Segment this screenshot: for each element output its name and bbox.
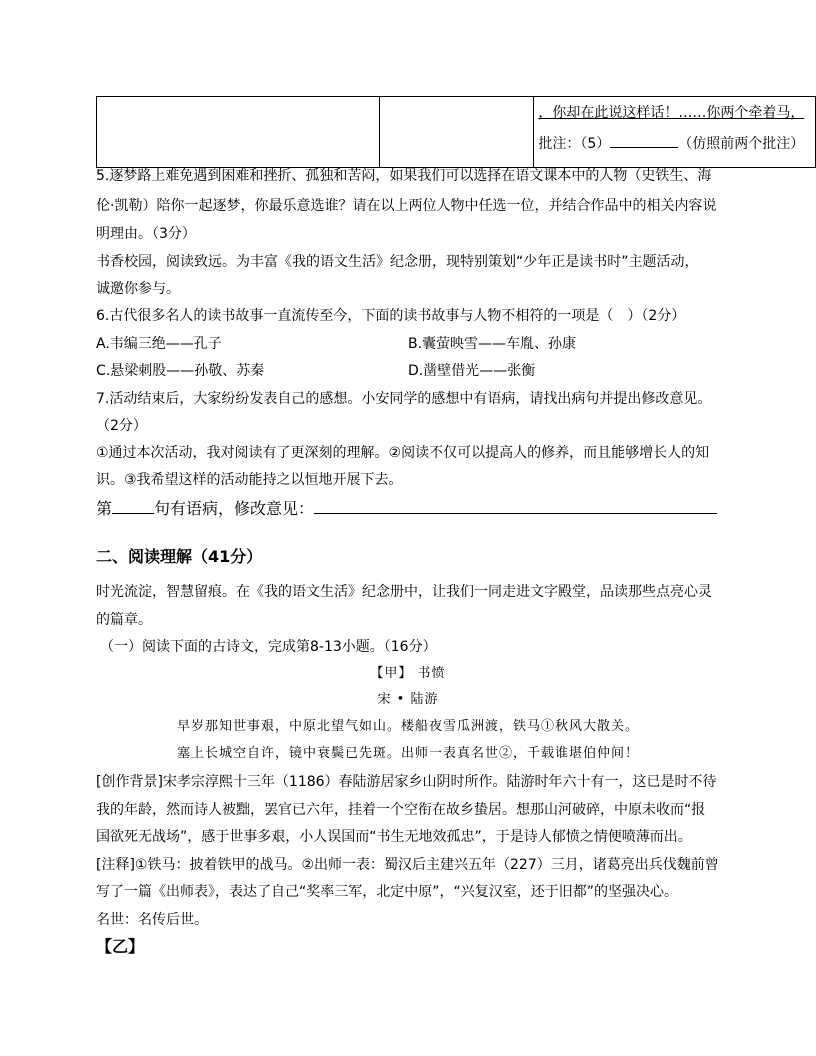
q6-option-a: A.韦编三绝——孔子: [96, 336, 222, 352]
annotation-blank[interactable]: [610, 133, 678, 148]
sentence-number-blank[interactable]: [112, 497, 154, 514]
revision-blank[interactable]: [314, 497, 717, 514]
notes-line3: 名世：名传后世。: [96, 912, 208, 928]
table-row: [97, 97, 816, 168]
annotation-table: [96, 96, 816, 168]
q6-stem: 6.古代很多名人的读书故事一直流传至今，下面的读书故事与人物不相符的一项是（ ）（2分）: [96, 308, 686, 324]
answer-prefix: 第: [96, 499, 113, 518]
notes-line2: 写了一篇《出师表》，表达了自己“奖率三军，北定中原”，“兴复汉室，还于旧都”的坚强决心。: [96, 884, 679, 900]
background-line1: [创作背景]宋孝宗淳熙十三年（1186）春陆游居家乡山阴时所作。陆游时年六十有一，这已是时不待: [96, 774, 717, 790]
table-cell-2: [379, 97, 534, 168]
background-line3: 国欲死无战场”，感于世事多艰，小人误国而“书生无地效孤忠”，于是诗人郁愤之情便喷薄而出。: [96, 829, 692, 845]
q7-answer-line: [96, 497, 717, 521]
background-line2: 我的年龄，然而诗人被黜，罢官已六年，挂着一个空衔在故乡蛰居。想那山河破碎，中原未收而“报: [96, 802, 706, 818]
q6-option-b: B.囊萤映雪——车胤、孙康: [408, 336, 577, 352]
section2-intro1: 时光流淀，智慧留痕。在《我的语文生活》纪念册中，让我们一同走进文字殿堂，品读那些点亮心灵: [96, 584, 712, 600]
q6-option-c: C.悬梁刺股——孙敬、苏秦: [96, 363, 265, 379]
annotation-prefix: 批注：（5）: [538, 136, 611, 152]
table-cell-3: [534, 97, 816, 168]
q5-line2: 伦·凯勒）陪你一起逐梦，你最乐意选谁？请在以上两位人物中任选一位，并结合作品中的相关内容说: [96, 198, 717, 214]
intro-line2: 诚邀你参与。: [96, 281, 180, 297]
q7-line4: 识。③我希望这样的活动能持之以恒地开展下去。: [96, 472, 403, 488]
annotation-suffix: （仿照前两个批注）: [678, 136, 805, 152]
q6-option-d: D.凿壁借光——张衡: [408, 363, 536, 379]
poem-author: 宋 • 陆游: [377, 692, 439, 707]
section2-intro2: 的篇章。: [96, 612, 152, 628]
notes-line1: [注释]①铁马：披着铁甲的战马。②出师一表：蜀汉后主建兴五年（227）三月，诸葛亮出兵伐魏前曾: [96, 857, 719, 873]
part1-heading: （一）阅读下面的古诗文，完成第8-13小题。（16分）: [100, 639, 437, 655]
intro-line1: 书香校园，阅读致远。为丰富《我的语文生活》纪念册，现特别策划“少年正是读书时”主题活动，: [96, 254, 699, 270]
poem-title: 【甲】 书愤: [370, 666, 446, 681]
answer-mid: 句有语病，修改意见：: [154, 499, 315, 518]
q7-line2: （2分）: [96, 418, 147, 434]
table-cell-annotation: [538, 133, 804, 154]
poem-line1: 早岁那知世事艰，中原北望气如山。楼船夜雪瓜洲渡，铁马①秋风大散关。: [176, 719, 639, 734]
q5-line1: 5.逐梦路上难免遇到困难和挫折、孤独和苦闷，如果我们可以选择在语文课本中的人物（史铁生、海: [96, 168, 712, 184]
q7-line1: 7.活动结束后，大家纷纷发表自己的感想。小安同学的感想中有语病，请找出病句并提出修改意见。: [96, 391, 712, 407]
table-cell-text: [538, 103, 804, 123]
part-yi-heading: 【乙】: [96, 937, 145, 956]
poem-line2: 塞上长城空自许，镜中衰鬓已先斑。出师一表真名世②，千载谁堪伯仲间！: [176, 746, 639, 761]
q7-line3: ①通过本次活动，我对阅读有了更深刻的理解。②阅读不仅可以提高人的修养，而且能够增长人的知: [96, 445, 710, 461]
section2-title: 二、阅读理解（41分）: [96, 547, 263, 566]
table-cell-1: [97, 97, 380, 168]
cell-text-line1: ，你却在此说这样话！……你两个牵着马，: [538, 105, 805, 121]
q5-line3: 明理由。（3分）: [96, 226, 196, 242]
